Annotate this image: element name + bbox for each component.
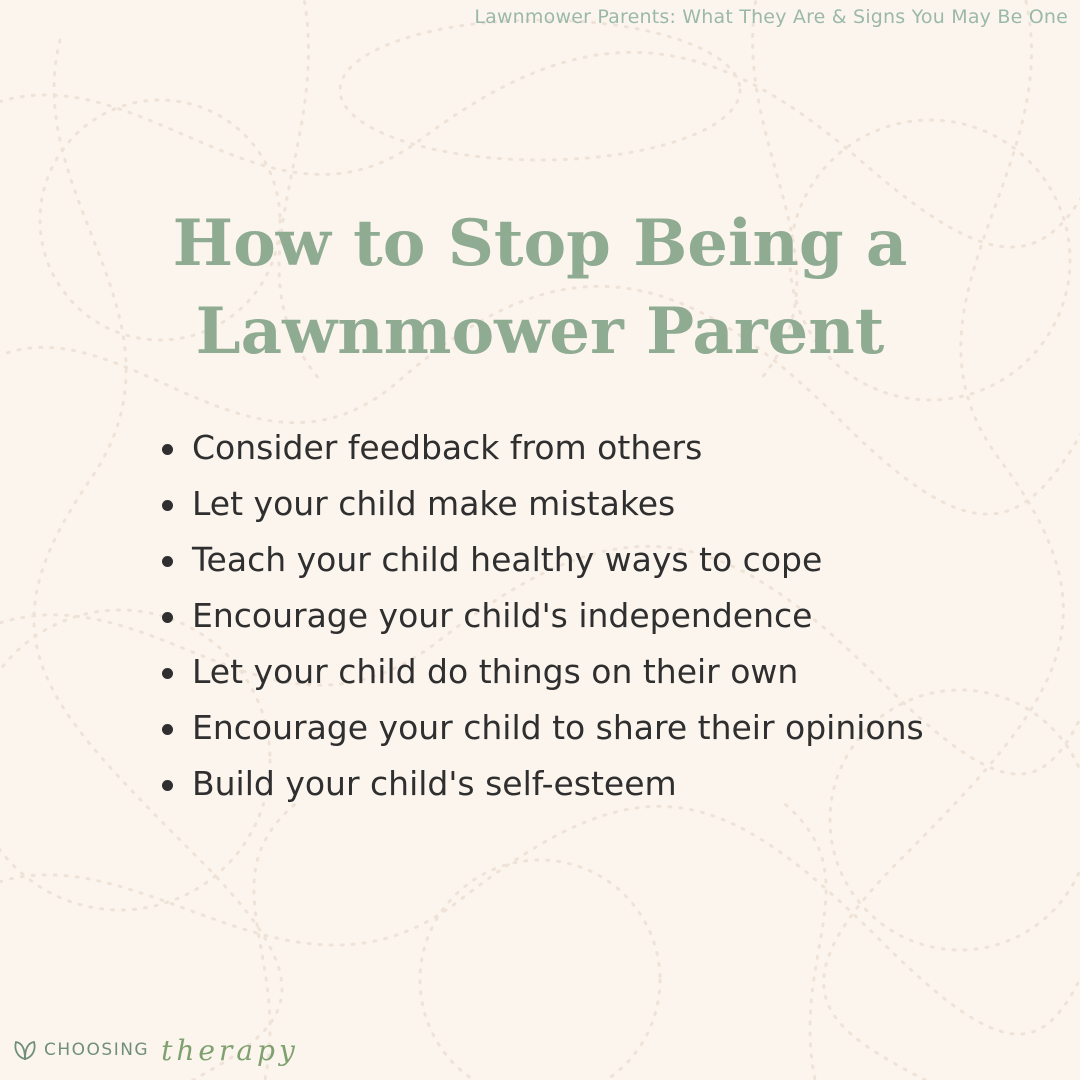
list-item-text: Encourage your child to share their opinions (192, 708, 924, 747)
page-title (0, 200, 1080, 376)
list-item (158, 756, 924, 812)
tips-list (158, 420, 924, 812)
list-item-text: Let your child do things on their own (192, 652, 799, 691)
list-item-text: Consider feedback from others (192, 428, 703, 467)
list-item-text: Teach your child healthy ways to cope (192, 540, 823, 579)
list-item (158, 420, 924, 476)
brand-word-choosing: CHOOSING (44, 1040, 150, 1060)
list-item-text: Encourage your child's independence (192, 596, 813, 635)
list-item (158, 644, 924, 700)
bullet-icon (162, 724, 173, 735)
list-item (158, 700, 924, 756)
bullet-icon (162, 612, 173, 623)
leaf-icon (12, 1039, 38, 1061)
list-item (158, 476, 924, 532)
bullet-icon (162, 444, 173, 455)
article-kicker: Lawnmower Parents: What They Are & Signs You May Be One (474, 6, 1068, 28)
bullet-icon (162, 556, 173, 567)
title-line-1: How to Stop Being a (172, 206, 908, 281)
list-item-text: Build your child's self-esteem (192, 764, 677, 803)
title-line-2: Lawnmower Parent (195, 294, 885, 369)
brand-logo (12, 1028, 299, 1072)
bullet-icon (162, 500, 173, 511)
list-item (158, 588, 924, 644)
brand-word-therapy: therapy (161, 1033, 299, 1067)
bullet-icon (162, 668, 173, 679)
list-item-text: Let your child make mistakes (192, 484, 676, 523)
bullet-icon (162, 780, 173, 791)
list-item (158, 532, 924, 588)
